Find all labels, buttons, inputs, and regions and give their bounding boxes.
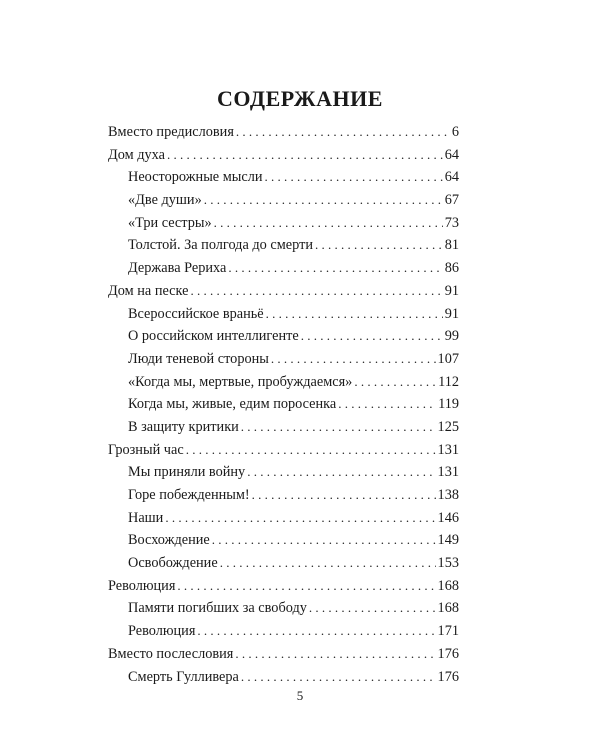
dot-leader	[177, 575, 435, 598]
page-title: СОДЕРЖАНИЕ	[217, 86, 383, 111]
toc-subentry	[108, 461, 459, 484]
toc-subentry	[108, 666, 459, 689]
entry-page-number: 146	[437, 509, 459, 526]
toc-subentry	[108, 416, 459, 439]
entry-page-number: 176	[437, 668, 459, 685]
entry-title: В защиту критики	[128, 418, 239, 435]
entry-title: Грозный час	[108, 441, 184, 458]
toc-subentry	[108, 529, 459, 552]
entry-page-number: 107	[437, 350, 459, 367]
entry-title: Памяти погибших за свободу	[128, 600, 307, 617]
entry-title: Вместо послесловия	[108, 645, 234, 662]
entry-page-number: 125	[437, 418, 459, 435]
dot-leader	[220, 552, 436, 575]
entry-title: «Когда мы, мертвые, пробуждаемся»	[128, 373, 353, 390]
entry-page-number: 131	[437, 441, 459, 458]
entry-page-number: 73	[444, 214, 459, 231]
table-of-contents	[108, 121, 459, 688]
toc-subentry	[108, 552, 459, 575]
entry-title: Революция	[108, 577, 176, 594]
entry-title: Вместо предисловия	[108, 124, 234, 140]
dot-leader	[266, 303, 443, 326]
toc-entry	[108, 575, 459, 598]
entry-title: Революция	[128, 623, 196, 640]
dot-leader	[354, 371, 436, 394]
entry-page-number: 168	[437, 600, 459, 617]
dot-leader	[241, 666, 436, 689]
dot-leader	[228, 257, 442, 280]
dot-leader	[167, 144, 443, 167]
entry-page-number: 112	[438, 373, 459, 390]
entry-title: Дом духа	[108, 146, 165, 163]
dot-leader	[241, 416, 436, 439]
entry-title: Восхождение	[128, 532, 210, 549]
dot-leader	[214, 212, 443, 235]
entry-title: Дом на песке	[108, 282, 189, 299]
dot-leader	[265, 166, 443, 189]
entry-page-number: 67	[444, 192, 459, 209]
toc-subentry	[108, 303, 459, 326]
toc-subentry	[108, 189, 459, 212]
toc-subentry	[108, 257, 459, 280]
entry-title: Горе побежденным!	[128, 487, 250, 503]
entry-page-number: 64	[444, 146, 459, 163]
entry-title: Мы приняли войну	[128, 464, 246, 481]
entry-page-number: 91	[444, 305, 459, 322]
toc-subentry	[108, 620, 459, 643]
dot-leader	[165, 507, 435, 530]
toc-subentry	[108, 166, 459, 189]
toc-subentry	[108, 484, 459, 507]
dot-leader	[315, 234, 443, 257]
entry-title: Когда мы, живые, едим поросенка	[128, 396, 337, 413]
dot-leader	[236, 121, 450, 144]
toc-entry	[108, 144, 459, 167]
dot-leader	[301, 325, 443, 348]
entry-title: Держава Рериха	[128, 260, 227, 277]
toc-entry	[108, 280, 459, 303]
entry-title: Неосторожные мысли	[128, 169, 263, 186]
dot-leader	[197, 620, 435, 643]
entry-title: Люди теневой стороны	[128, 350, 269, 367]
toc-subentry	[108, 348, 459, 371]
dot-leader	[235, 643, 435, 666]
entry-page-number: 138	[437, 487, 459, 503]
toc-subentry	[108, 234, 459, 257]
dot-leader	[204, 189, 443, 212]
entry-page-number: 119	[438, 396, 459, 413]
entry-page-number: 153	[437, 555, 459, 572]
entry-page-number: 131	[437, 464, 459, 481]
dot-leader	[309, 597, 436, 620]
page-number-footer: 5	[296, 688, 304, 703]
toc-subentry	[108, 393, 459, 416]
toc-entry	[108, 643, 459, 666]
dot-leader	[271, 348, 436, 371]
entry-page-number: 64	[444, 169, 459, 186]
entry-page-number: 176	[437, 645, 459, 662]
entry-page-number: 168	[437, 577, 459, 594]
entry-title: Смерть Гулливера	[128, 668, 239, 685]
dot-leader	[190, 280, 442, 303]
dot-leader	[186, 439, 436, 462]
entry-title: Освобождение	[128, 555, 218, 572]
entry-title: «Три сестры»	[128, 214, 212, 231]
toc-subentry	[108, 212, 459, 235]
toc-entry	[108, 121, 459, 144]
dot-leader	[212, 529, 436, 552]
entry-page-number: 91	[444, 282, 459, 299]
dot-leader	[338, 393, 436, 416]
entry-page-number: 81	[444, 237, 459, 254]
entry-page-number: 99	[444, 328, 459, 345]
dot-leader	[247, 461, 435, 484]
entry-title: О российском интеллигенте	[128, 328, 299, 345]
toc-subentry	[108, 325, 459, 348]
entry-title: Наши	[128, 509, 164, 526]
entry-title: Толстой. За полгода до смерти	[128, 237, 313, 254]
entry-page-number: 171	[437, 623, 459, 640]
entry-title: «Две души»	[128, 192, 202, 209]
entry-page-number: 6	[451, 124, 459, 140]
toc-subentry	[108, 597, 459, 620]
toc-subentry	[108, 507, 459, 530]
dot-leader	[252, 484, 436, 507]
toc-subentry	[108, 371, 459, 394]
entry-page-number: 86	[444, 260, 459, 277]
entry-title: Всероссийское враньё	[128, 305, 264, 322]
toc-entry	[108, 439, 459, 462]
entry-page-number: 149	[437, 532, 459, 549]
